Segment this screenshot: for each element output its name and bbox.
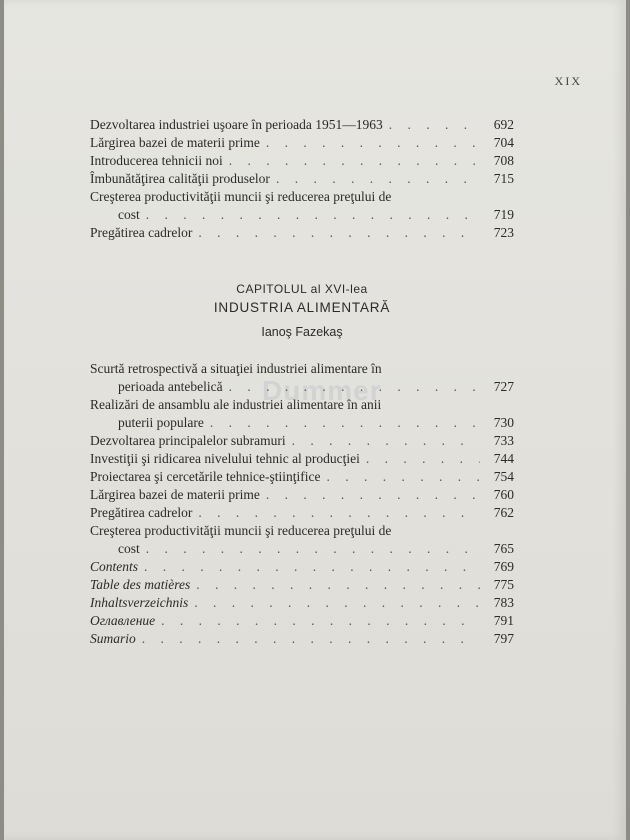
page-ref: 715 (493, 171, 514, 186)
page-ref: 754 (493, 469, 514, 484)
toc-section-industria-alimentara (90, 360, 514, 648)
toc-entry: Îmbunătăţirea calităţii produselor . . . 715 (90, 170, 514, 188)
page-ref: 733 (493, 433, 514, 448)
page-ref: 719 (493, 207, 514, 222)
toc-entry: Dezvoltarea principalelor subramuri . . . 733 (90, 432, 514, 450)
page-ref: 775 (493, 577, 514, 592)
toc-entry-table-des-matieres: Table des matières . . . 775 (90, 576, 514, 594)
toc-entry: Investiţii şi ridicarea nivelului tehnic al producţiei . . . 744 (90, 450, 514, 468)
toc-entry: Lărgirea bazei de materii prime . . . 704 (90, 134, 514, 152)
toc-entry: Introducerea tehnicii noi . . . 708 (90, 152, 514, 170)
toc-entry: Pregătirea cadrelor . . . 723 (90, 224, 514, 242)
page-ref: 730 (493, 415, 514, 430)
page-ref: 769 (493, 559, 514, 574)
toc-entry-sumario: Sumario . . . 797 (90, 630, 514, 648)
toc-entry: Pregătirea cadrelor . . . 762 (90, 504, 514, 522)
toc-entry-contents: Contents . . . 769 (90, 558, 514, 576)
page-ref: 704 (493, 135, 514, 150)
page-ref: 783 (493, 595, 514, 610)
page-ref: 760 (493, 487, 514, 502)
page-ref: 692 (493, 117, 514, 132)
toc-entry-inhaltsverzeichnis: Inhaltsverzeichnis . . . 783 (90, 594, 514, 612)
book-page (4, 0, 626, 840)
toc-entry: Lărgirea bazei de materii prime . . . 760 (90, 486, 514, 504)
toc-entry: Creşterea productivităţii muncii şi reducerea preţului de cost . . . 719 (90, 188, 514, 224)
toc-entry: Realizări de ansamblu ale industriei alimentare în anii puterii populare . . . 730 (90, 396, 514, 432)
chapter-title: INDUSTRIA ALIMENTARĂ (213, 300, 391, 315)
page-ref: 762 (493, 505, 514, 520)
watermark: Dummer (262, 375, 382, 406)
page-ref: 765 (493, 541, 514, 556)
toc-entry: Scurtă retrospectivă a situaţiei industriei alimentare în perioada antebelică . . . 727 (90, 360, 514, 396)
toc-entry-oglavlenie: Оглавление . . . 791 (90, 612, 514, 630)
page-ref: 744 (493, 451, 514, 466)
page-number: XIX (554, 74, 582, 88)
toc-entry: Creşterea productivităţii muncii şi reducerea preţului de cost . . . 765 (90, 522, 514, 558)
chapter-author: Ianoş Fazekaş (261, 325, 343, 339)
toc-section-industria-usoara (90, 116, 514, 242)
page-ref: 797 (493, 631, 514, 646)
chapter-label: CAPITOLUL al XVI-lea (236, 282, 368, 296)
page-ref: 727 (493, 379, 514, 394)
toc-entry: Dezvoltarea industriei uşoare în perioada 1951—1963 . . . 692 (90, 116, 514, 134)
page-ref: 708 (493, 153, 514, 168)
page-ref: 723 (493, 225, 514, 240)
toc-entry: Proiectarea şi cercetările tehnice-ştiinţifice . . . 754 (90, 468, 514, 486)
page-ref: 791 (493, 613, 514, 628)
